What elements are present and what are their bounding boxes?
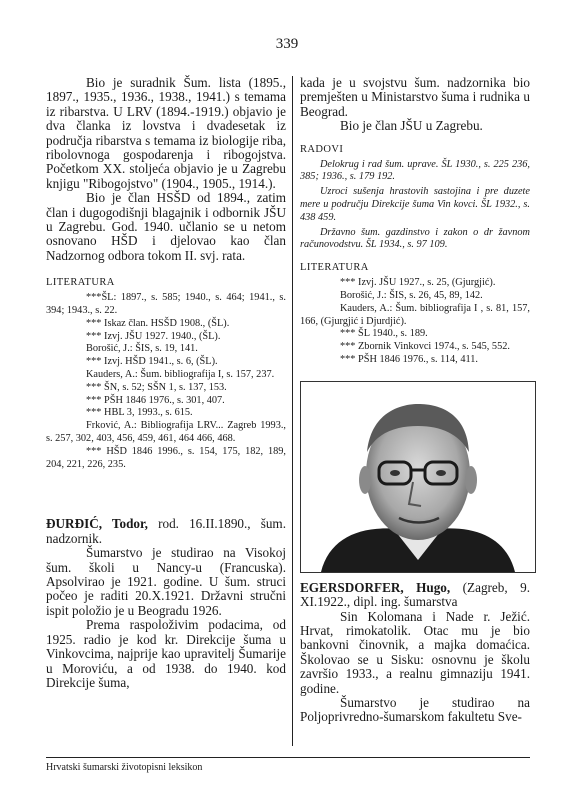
literatura-item: *** HBL 3, 1993., s. 615. <box>86 407 193 419</box>
entry-summary: (Zagreb, 9. XI.1922., dipl. ing. šumarstva <box>300 579 530 610</box>
entry-heading <box>46 517 286 546</box>
literatura-item: ***ŠL: 1897., s. 585; 1940., s. 464; 1941., s. 394; 1943., s. 22. <box>46 292 286 317</box>
literatura-item: Borošić, J.: ŠIS, s. 26, 45, 89, 142. <box>340 290 483 301</box>
radovi-heading: RADOVI <box>300 143 344 155</box>
literatura-item: *** Izvj. JŠU 1927., s. 25, (Gjurgjić). <box>340 277 496 289</box>
portrait-photo <box>300 381 536 573</box>
continuation-paragraph: kada je u svojstvu šum. nadzornika bio premješten u Ministarstvo šuma i rudnika u Beograd. <box>300 75 530 119</box>
literatura-item: *** PŠH 1846 1976., s. 301, 407. <box>86 394 225 406</box>
literatura-list <box>300 277 530 367</box>
right-column <box>300 76 530 725</box>
intro-paragraph-2: Bio je član HSŠD od 1894., zatim član i dugogodišnji blagajnik i odbornik JŠU u Zagrebu. God. 1940. učlanio se u netom osnovano HŠD i djelovao kao član Nadzornog odbora tokom II. svj. rata. <box>46 190 286 263</box>
literatura-item: *** ŠN, s. 52; SŠN 1, s. 137, 153. <box>86 381 227 393</box>
entry-name: EGERSDORFER, Hugo, <box>300 579 451 595</box>
literatura-item: *** HŠD 1846 1996., s. 154, 175, 182, 189, 204, 221, 226, 235. <box>46 445 286 470</box>
literatura-item: *** Iskaz član. HSŠD 1908., (ŠL). <box>86 317 230 329</box>
literatura-heading: LITERATURA <box>46 277 115 289</box>
entry-paragraph: Šumarstvo je studirao na Visokoj šum. školi u Nancy-u (Francuska). Apsolvirao je 1921. godine. U šum. struci počeo je raditi 20.X.1921. Državni stručni ispit položio je u Beogradu 1926. <box>46 545 286 618</box>
entry-paragraph: Šumarstvo je studirao na Poljoprivredno-šumarskom fakultetu Sve- <box>300 695 530 725</box>
entry-name: ĐURĐIĆ, Todor, <box>46 516 148 532</box>
literatura-item: *** ŠL 1940., s. 189. <box>340 328 428 340</box>
literatura-item: Frković, A.: Bibliografija LRV... Zagreb 1993., s. 257, 302, 403, 456, 459, 461, 464 466, 468. <box>46 420 286 445</box>
literatura-item: Kauders, A.: Šum. bibliografija I, s. 157, 237. <box>86 369 275 381</box>
radovi-item: Delokrug i rad šum. uprave. ŠL 1930., s. 225 236, 385; 1936., s. 179 192. <box>300 158 530 183</box>
literatura-heading: LITERATURA <box>300 262 369 274</box>
entry-summary: rod. 16.II.1890., šum. nadzornik. <box>46 516 286 546</box>
literatura-item: Kauders, A.: Šum. bibliografija I , s. 81, 157, 166, (Gjurgjić i Djurdjić). <box>300 302 530 327</box>
literatura-item: Borošić, J.: ŠIS, s. 19, 141. <box>86 343 198 355</box>
portrait-image <box>301 382 535 572</box>
column-divider <box>292 76 293 746</box>
literatura-item: *** Izvj. JŠU 1927. 1940., (ŠL). <box>86 330 221 342</box>
entry-paragraph: Sin Kolomana i Nade r. Ježić. Hrvat, rimokatolik. Otac mu je bio bankovni činovnik, a majka domaćica. Školovao se u Sisku: osnovnu je školu završio 1933., a realnu gimnaziju 1941. godine. <box>300 608 530 696</box>
radovi-item: Uzroci sušenja hrastovih sastojina i pre duzete mere u području Direkcije šuma Vin kovci. ŠL 1932., s. 438 459. <box>300 186 530 223</box>
literatura-item: *** Izvj. HŠD 1941., s. 6, (ŠL). <box>86 356 218 368</box>
literatura-item: *** PŠH 1846 1976., s. 114, 411. <box>340 353 478 365</box>
literatura-list <box>46 292 286 471</box>
entry-durdic <box>46 517 286 690</box>
entry-heading <box>300 581 530 610</box>
footer: Hrvatski šumarski životopisni leksikon <box>46 757 530 773</box>
entry-egersdorfer <box>300 581 530 725</box>
literatura-item: *** Zbornik Vinkovci 1974., s. 545, 552. <box>340 341 510 353</box>
intro-paragraph-1: Bio je suradnik Šum. lista (1895., 1897., 1935., 1936., 1938., 1941.) s temama iz ribarstva. U LRV (1894.-1919.) objavio je dva članka iz lovstva i dvadesetak iz područja ribarstva s temama iz biologije riba, ribolovnoga gospodarenja i ribogojstva. Početkom XX. stoljeća objavio je u Zagrebu knjigu "Ribogojstvo" (1904., 1905., 1914.). <box>46 75 286 191</box>
radovi-item: Državno šum. gazdinstvo i zakon o dr žavnom računovodstvu. ŠL 1934., s. 97 109. <box>300 226 530 251</box>
membership-paragraph: Bio je član JŠU u Zagrebu. <box>340 118 483 134</box>
entry-paragraph: Prema raspoloživim podacima, od 1925. radio je kod kr. Direkcije šuma u Vinkovcima, najprije kao upravitelj Šumarije u Moroviću, a od 1938. do 1940. kod Direkcije šuma, <box>46 617 286 690</box>
left-column <box>46 76 286 690</box>
page-number: 339 <box>275 36 299 52</box>
